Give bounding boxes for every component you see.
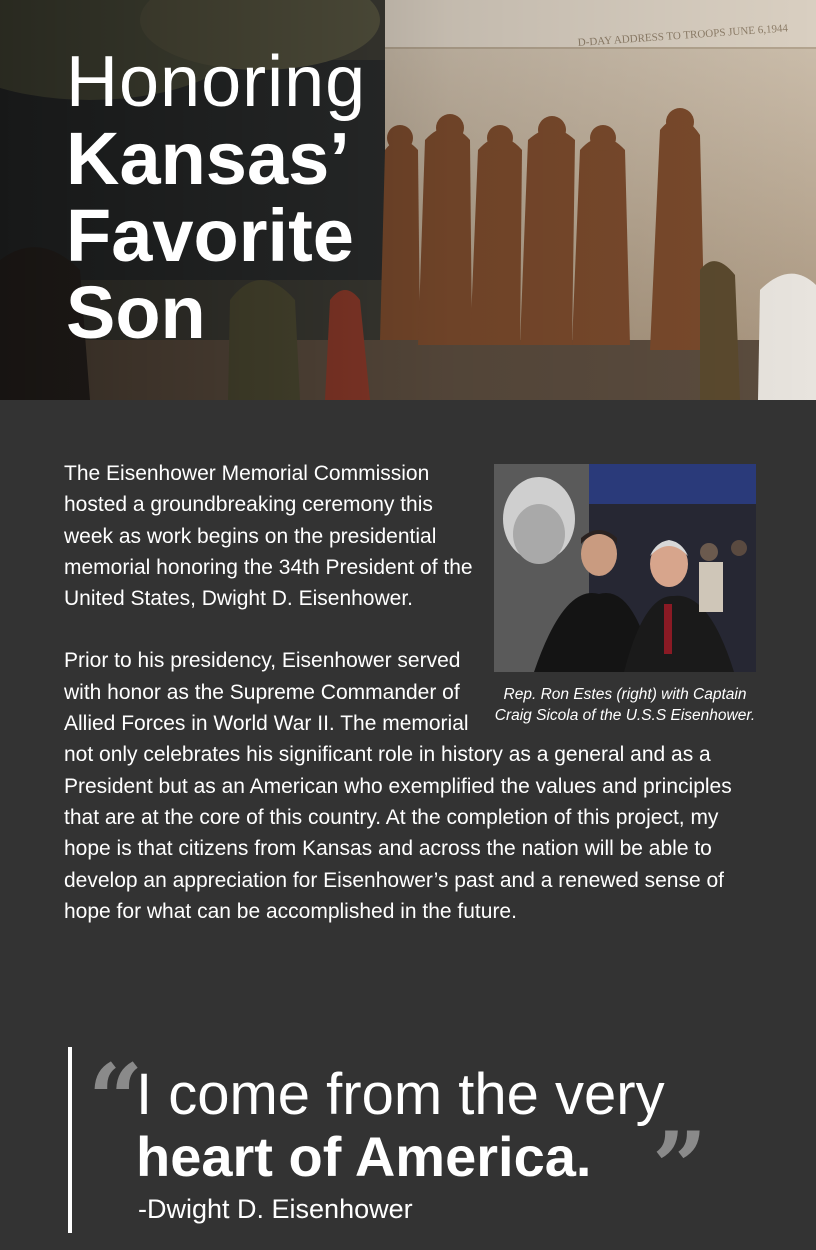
article-body: [64, 458, 754, 927]
close-quote-icon: ”: [652, 1111, 708, 1224]
title-bold-line: Son: [66, 271, 206, 354]
page-title: [66, 42, 367, 354]
article-paragraph: Prior to his presidency, Eisenhower served with honor as the Supreme Commander of Allied Forces in World War II. The memorial not only celebrates his significant role in history as a general and as a President but as an American who exemplified the values and principles that are at the core of this country. At the completion of this project, my hope is that citizens from Kansas and across the nation will be able to develop an appreciation for Eisenhower’s past and a renewed sense of hope for what can be accomplished in the future.: [64, 649, 732, 923]
event-photo: [494, 464, 756, 672]
quote-line-1: I come from the very: [136, 1062, 665, 1127]
quote-attribution: -Dwight D. Eisenhower: [138, 1194, 413, 1224]
article-paragraph: The Eisenhower Memorial Commission hosted a groundbreaking ceremony this week as work begins on the presidential memorial honoring the 34th President of the United States, Dwight D. Eisenhower.: [64, 462, 473, 611]
title-bold-line: Favorite: [66, 194, 354, 277]
quote-line-2: heart of America.: [136, 1125, 592, 1188]
hero-banner: [0, 0, 816, 400]
open-quote-icon: “: [88, 1043, 144, 1156]
photo-caption: Rep. Ron Estes (right) with Captain Craig Sicola of the U.S.S Eisenhower.: [494, 686, 756, 724]
article-photo: [494, 464, 756, 726]
title-bold-line: Kansas’: [66, 117, 350, 200]
title-light: Honoring: [66, 42, 367, 122]
quote-bar: [68, 1047, 72, 1233]
